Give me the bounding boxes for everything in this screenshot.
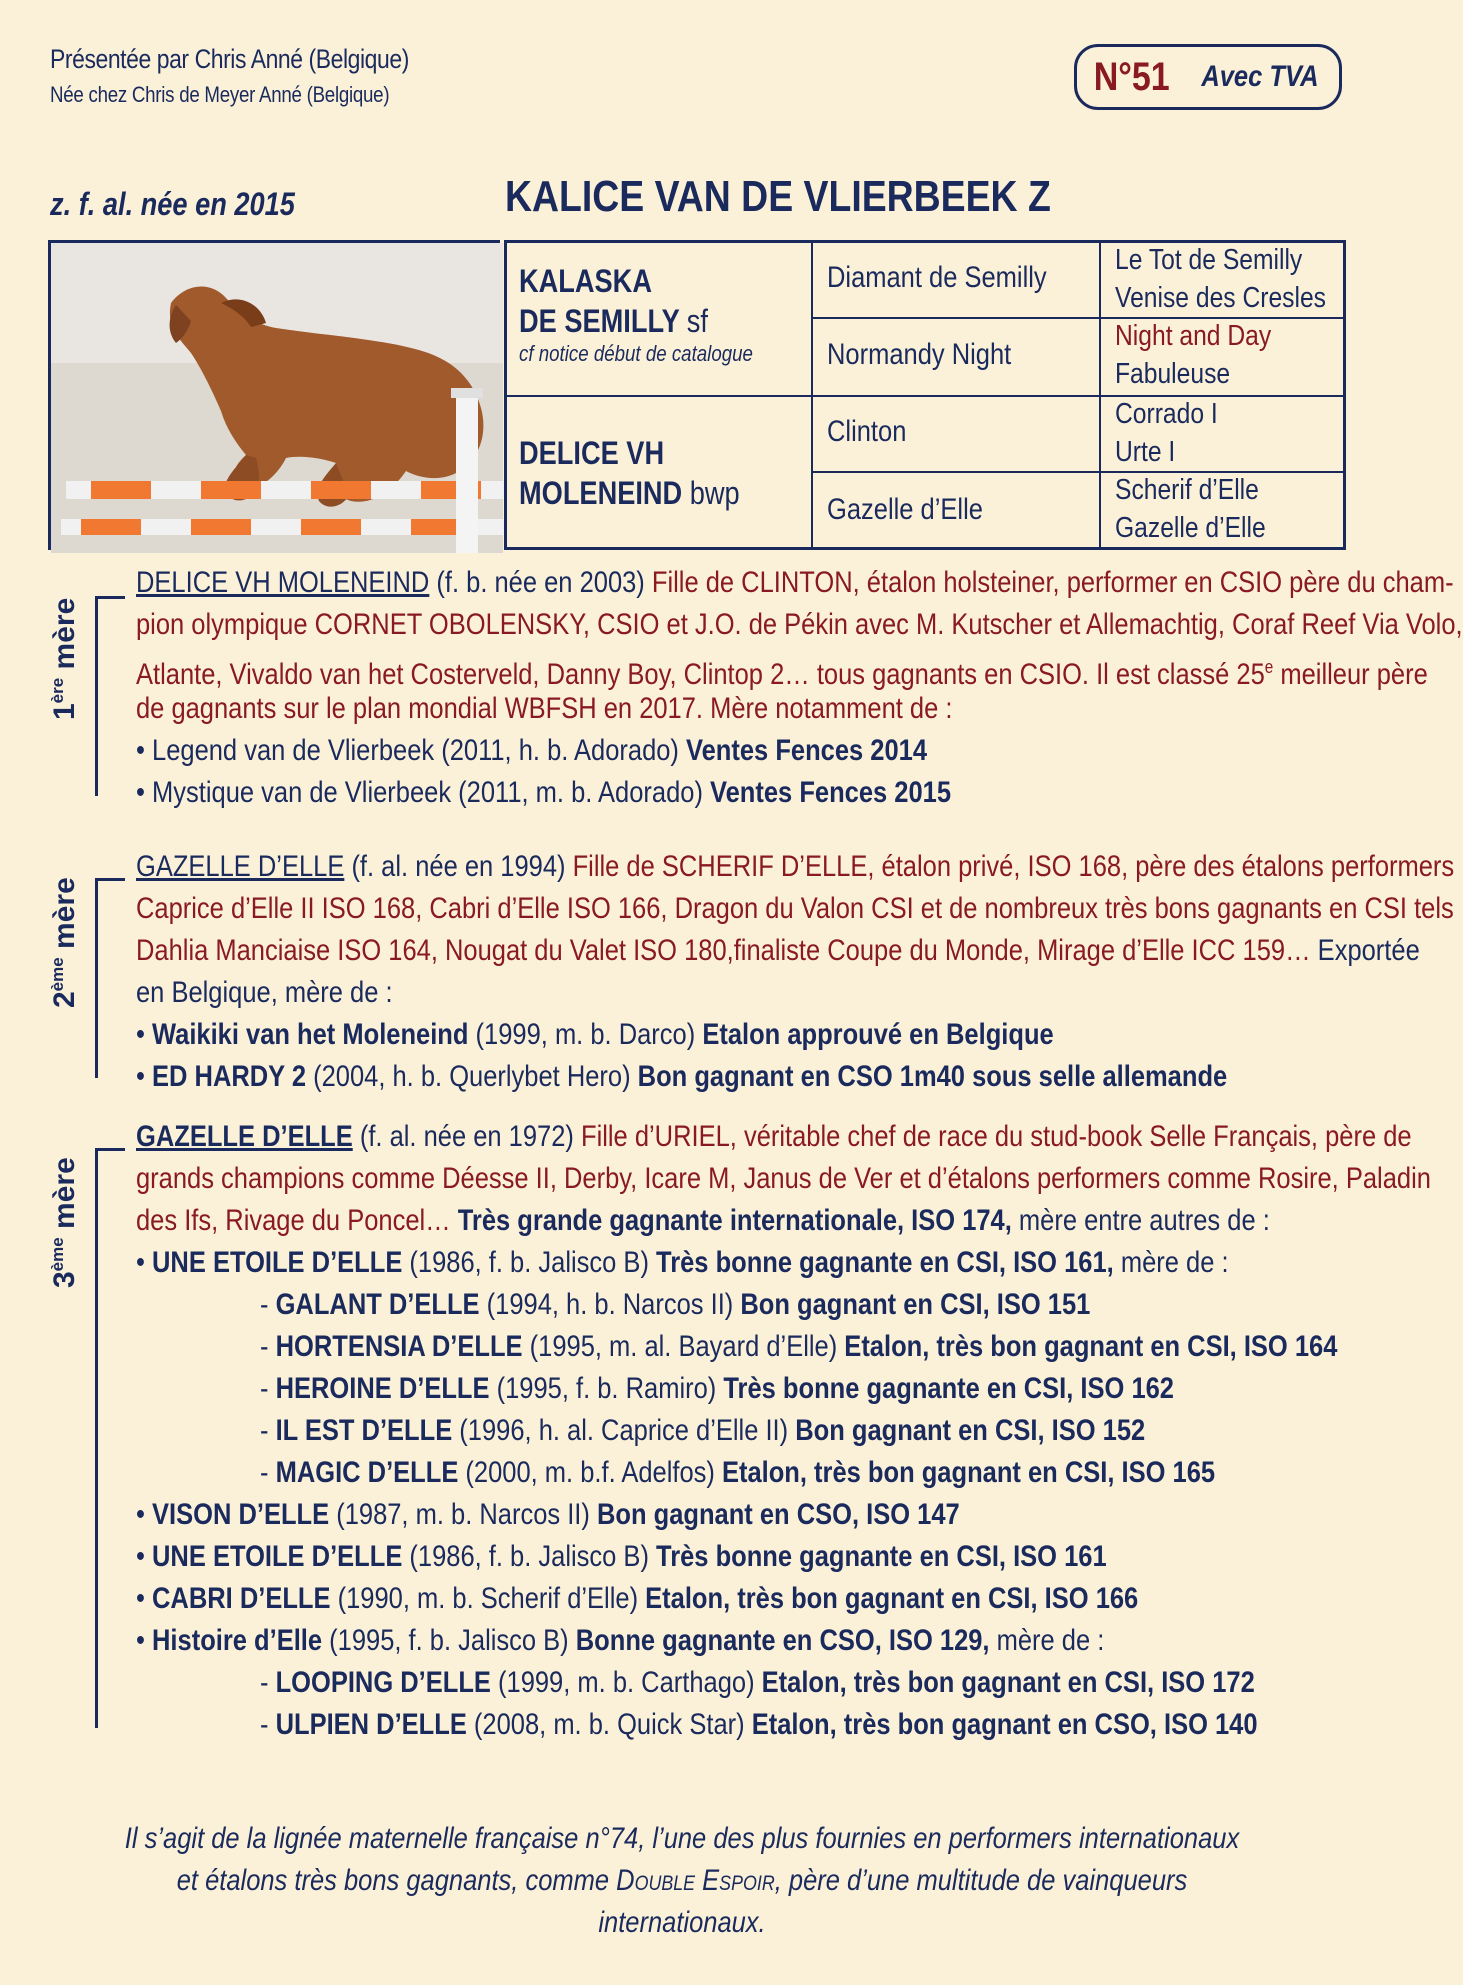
dam-dam: Gazelle d’Elle (827, 493, 983, 526)
second-dam-offspring-1: • Waikiki van het Moleneind (1999, m. b. Darco) Etalon approuvé en Belgique (136, 1018, 1054, 1051)
third-dam-offspring-row: • Histoire d’Elle (1995, f. b. Jalisco B) Bonne gagnante en CSO, ISO 129, mère de : (136, 1624, 1105, 1657)
third-dam-offspring-row: • UNE ETOILE D’ELLE (1986, f. b. Jalisco B) Très bonne gagnante en CSI, ISO 161 (136, 1540, 1107, 1573)
ancestor-dsd: Urte I (1115, 436, 1176, 468)
second-dam-bracket (95, 878, 125, 1078)
dam-sire: Clinton (827, 415, 907, 448)
dam-studbook: bwp (689, 475, 740, 511)
first-dam-offspring-1: • Legend van de Vlierbeek (2011, h. b. Adorado) Ventes Fences 2014 (136, 734, 928, 767)
second-dam-offspring-2: • ED HARDY 2 (2004, h. b. Querlybet Hero) Bon gagnant en CSO 1m40 sous selle allemande (136, 1060, 1228, 1093)
first-dam-line2: pion olympique CORNET OBOLENSKY, CSIO et J.O. de Pékin avec M. Kutscher et Allemachtig, Coraf Reef Via Volo, (136, 608, 1463, 641)
ancestor-ssd: Venise des Cresles (1115, 282, 1327, 314)
first-dam-label: 1ère mère (48, 597, 81, 720)
ancestor-dss: Corrado I (1115, 398, 1218, 430)
jumping-horse-image (51, 243, 503, 553)
second-dam-line2: Caprice d’Elle II ISO 168, Cabri d’Elle ISO 166, Dragon du Valon CSI et de nombreux très bons gagnants en CSI tels (136, 892, 1454, 925)
third-dam-bracket (95, 1148, 125, 1728)
third-dam-grandoffspring-row: - GALANT D’ELLE (1994, h. b. Narcos II) Bon gagnant en CSI, ISO 151 (260, 1288, 1091, 1321)
sire-cell (519, 261, 794, 367)
ancestor-sds: Night and Day (1115, 320, 1272, 352)
ancestor-ddd: Gazelle d’Elle (1115, 512, 1266, 544)
lot-number: N°51 (1094, 54, 1171, 99)
third-dam-label: 3ème mère (48, 1157, 81, 1288)
ancestor-sdd: Fabuleuse (1115, 358, 1231, 390)
footer-note (0, 1818, 1364, 1944)
third-dam-line1: GAZELLE D’ELLE (f. al. née en 1972) Fille d’URIEL, véritable chef de race du stud-book Selle Français, père de (136, 1120, 1412, 1153)
vat-label: Avec TVA (1201, 60, 1319, 93)
sire-name-line2: DE SEMILLY (519, 303, 680, 339)
presenter-line: Présentée par Chris Anné (Belgique) (50, 44, 409, 74)
dam-name-line2: MOLENEIND (519, 475, 683, 511)
footer-line2: et étalons très bons gagnants, comme Double Espoir, père d’une multitude de vainqueurs internationaux. (176, 1864, 1188, 1939)
sire-dam: Normandy Night (827, 338, 1012, 371)
third-dam-grandoffspring-row: - HEROINE D’ELLE (1995, f. b. Ramiro) Très bonne gagnante en CSI, ISO 162 (260, 1372, 1175, 1405)
first-dam-offspring-2: • Mystique van de Vlierbeek (2011, m. b. Adorado) Ventes Fences 2015 (136, 776, 952, 809)
horse-photo (48, 240, 500, 550)
third-dam-offspring-row: • CABRI D’ELLE (1990, m. b. Scherif d’Elle) Etalon, très bon gagnant en CSI, ISO 166 (136, 1582, 1139, 1615)
second-dam-line4: en Belgique, mère de : (136, 976, 393, 1009)
sire-sire: Diamant de Semilly (827, 261, 1047, 294)
lot-badge (1074, 44, 1342, 110)
first-dam-line1: DELICE VH MOLENEIND (f. b. née en 2003) Fille de CLINTON, étalon holsteiner, performer en CSIO père du cham- (136, 566, 1454, 599)
breeder-line: Née chez Chris de Meyer Anné (Belgique) (50, 82, 390, 107)
third-dam-grandoffspring-row: - MAGIC D’ELLE (2000, m. b.f. Adelfos) Etalon, très bon gagnant en CSI, ISO 165 (260, 1456, 1216, 1489)
horse-name: KALICE VAN DE VLIERBEEK Z (505, 172, 1051, 221)
second-dam-line3: Dahlia Manciaise ISO 164, Nougat du Valet ISO 180,finaliste Coupe du Monde, Mirage d’Elle ICC 159… Exportée (136, 934, 1420, 967)
third-dam-offspring-row: • UNE ETOILE D’ELLE (1986, f. b. Jalisco B) Très bonne gagnante en CSI, ISO 161, mère de : (136, 1246, 1229, 1279)
horse-description: z. f. al. née en 2015 (50, 186, 295, 222)
ancestor-dds: Scherif d’Elle (1115, 474, 1259, 506)
sire-name-line1: KALASKA (519, 263, 652, 299)
dam-cell (519, 433, 779, 513)
third-dam-grandoffspring-row: - IL EST D’ELLE (1996, h. al. Caprice d’Elle II) Bon gagnant en CSI, ISO 152 (260, 1414, 1146, 1447)
ancestor-sss: Le Tot de Semilly (1115, 244, 1303, 276)
first-dam-bracket (95, 596, 125, 796)
second-dam-line1: GAZELLE D’ELLE (f. al. née en 1994) Fille de SCHERIF D’ELLE, étalon privé, ISO 168, père des étalons performers (136, 850, 1455, 883)
third-dam-line3: des Ifs, Rivage du Poncel… Très grande gagnante internationale, ISO 174, mère entre autres de : (136, 1204, 1270, 1237)
sire-studbook: sf (686, 303, 708, 339)
third-dam-grandoffspring-row: - LOOPING D’ELLE (1999, m. b. Carthago) Etalon, très bon gagnant en CSI, ISO 172 (260, 1666, 1255, 1699)
first-dam-line4: de gagnants sur le plan mondial WBFSH en 2017. Mère notamment de : (136, 692, 953, 725)
second-dam-label: 2ème mère (48, 877, 81, 1008)
third-dam-grandoffspring-row: - HORTENSIA D’ELLE (1995, m. al. Bayard d’Elle) Etalon, très bon gagnant en CSI, ISO 164 (260, 1330, 1338, 1363)
third-dam-line2: grands champions comme Déesse II, Derby, Icare M, Janus de Ver et d’étalons performers comme Rosire, Paladin (136, 1162, 1431, 1195)
dam-name-line1: DELICE VH (519, 435, 665, 471)
sire-note: cf notice début de catalogue (519, 341, 753, 366)
first-dam-line3: Atlante, Vivaldo van het Costerveld, Danny Boy, Clintop 2… tous gagnants en CSIO. Il est classé 25e meilleur père (136, 657, 1428, 691)
third-dam-grandoffspring-row: - ULPIEN D’ELLE (2008, m. b. Quick Star) Etalon, très bon gagnant en CSO, ISO 140 (260, 1708, 1258, 1741)
footer-line1: Il s’agit de la lignée maternelle française n°74, l’une des plus fournies en performers internationaux (124, 1822, 1240, 1855)
pedigree-table (504, 240, 1346, 550)
third-dam-offspring-row: • VISON D’ELLE (1987, m. b. Narcos II) Bon gagnant en CSO, ISO 147 (136, 1498, 960, 1531)
